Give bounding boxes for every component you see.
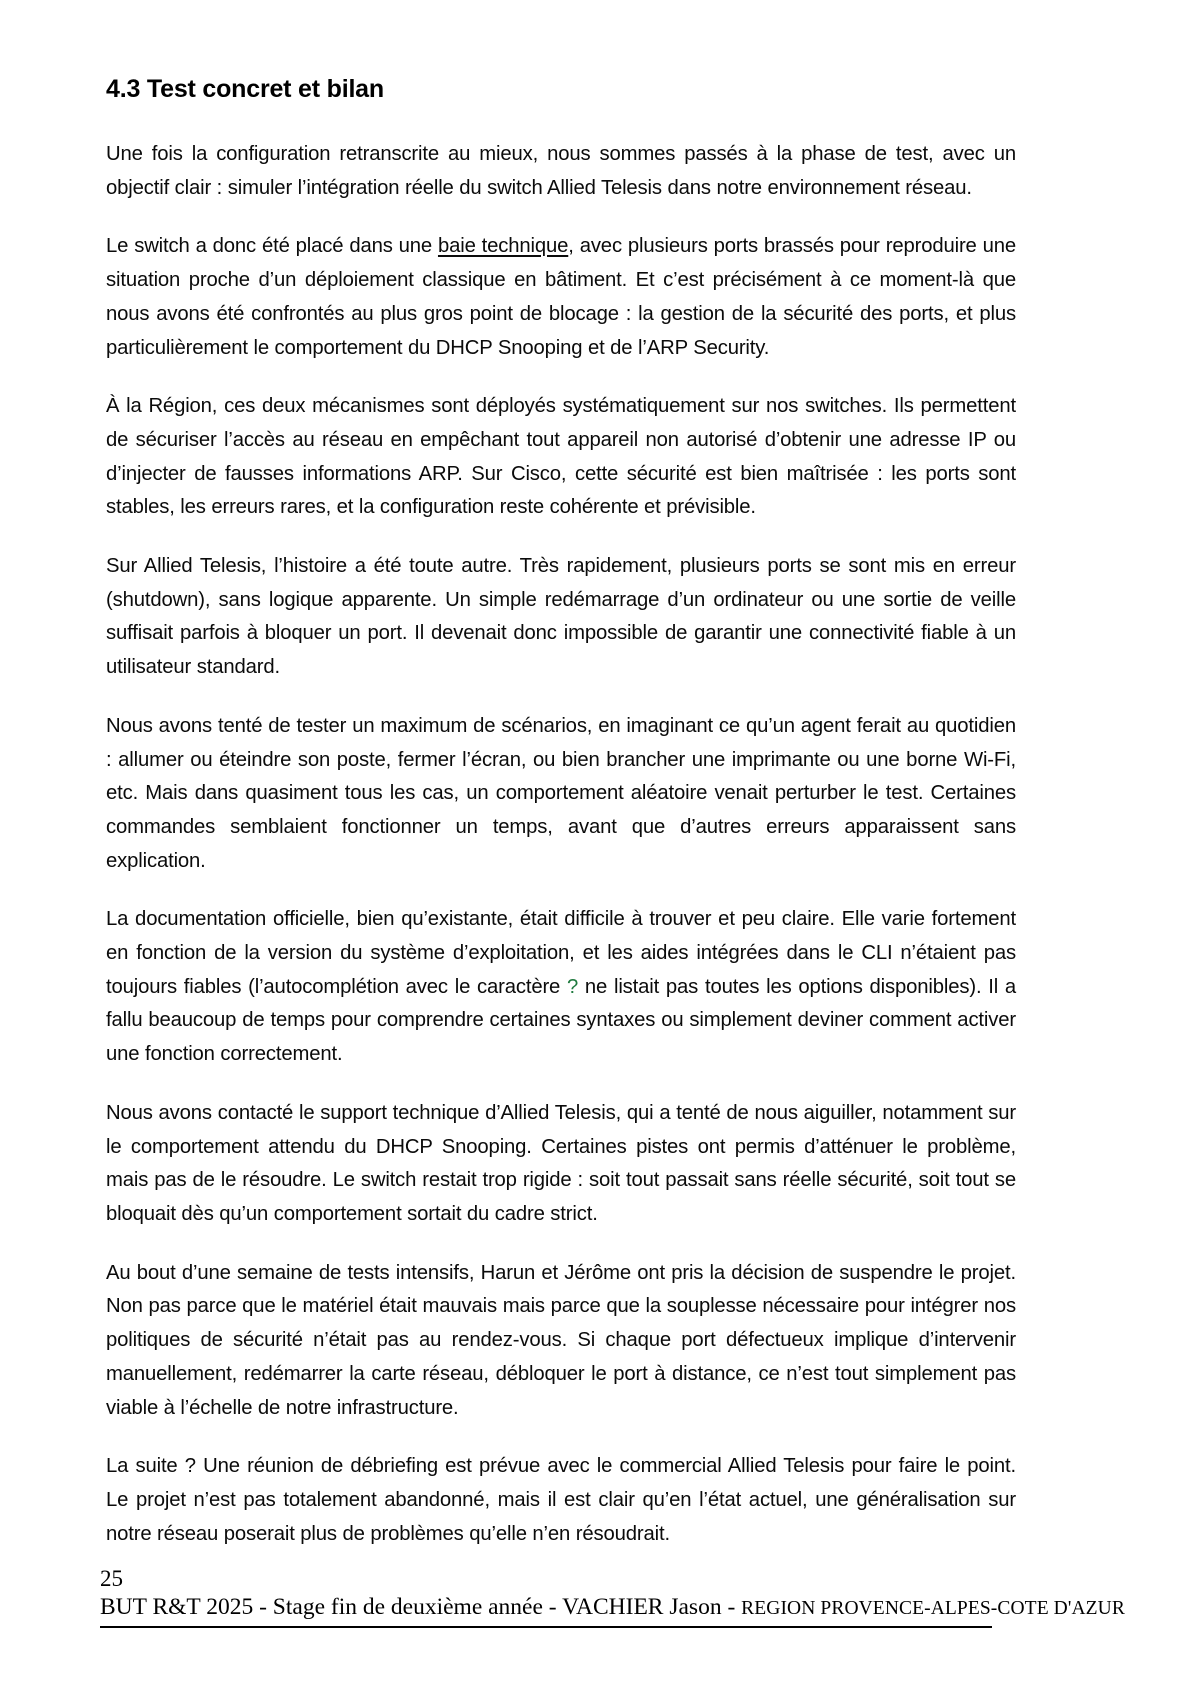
paragraph-p6 [106,903,1016,1072]
footer-line [100,1593,1125,1628]
text-run: À la Région, ces deux mécanismes sont déployés systématiquement sur nos switches. Ils permettent de sécuriser l’accès au réseau en empêchant tout appareil non autorisé d’obtenir une adresse IP ou d’injecter de fausses informations ARP. Sur Cisco, cette sécurité est bien maîtrisée : les ports sont stables, les erreurs rares, et la configuration reste cohérente et prévisible. [106,395,1016,519]
page-footer [100,1566,1125,1628]
text-run: Nous avons contacté le support technique d’Allied Telesis, qui a tenté de nous aiguiller, notamment sur le comportement attendu du DHCP Snooping. Certaines pistes ont permis d’atténuer le problème, mais pas de le résoudre. Le switch restait trop rigide : soit tout passait sans réelle sécurité, soit tout se bloquait dès qu’un comportement sortait du cadre strict. [106,1101,1016,1225]
text-run: Une fois la configuration retranscrite au mieux, nous sommes passés à la phase de test, avec un objectif clair : simuler l’intégration réelle du switch Allied Telesis dans notre environnement réseau. [106,143,1016,199]
footer-main-text: BUT R&T 2025 - Stage fin de deuxième année - VACHIER Jason - [100,1594,742,1620]
section-heading: 4.3 Test concret et bilan [106,75,384,103]
underlined-term: baie technique [437,235,569,258]
question-mark-highlight: ? [566,975,579,998]
paragraph-p2 [106,230,1016,365]
paragraph-p9 [106,1450,1016,1551]
text-run: La documentation officielle, bien qu’existante, était difficile à trouver et peu claire. Elle varie fortement en fonction de la version du système d’exploitation, et les aides intégrées dans le CLI n’étaient pas toujours fiables (l’autocomplétion avec le caractère [106,908,1016,998]
paragraph-p8 [106,1257,1016,1426]
text-run: Au bout d’une semaine de tests intensifs, Harun et Jérôme ont pris la décision de suspendre le projet. Non pas parce que le matériel était mauvais mais parce que la souplesse nécessaire pour intégrer nos politiques de sécurité n’était pas au rendez-vous. Si chaque port défectueux implique d’intervenir manuellement, redémarrer la carte réseau, débloquer le port à distance, ce n’est tout simplement pas viable à l’échelle de notre infrastructure. [106,1261,1016,1419]
text-run: Sur Allied Telesis, l’histoire a été toute autre. Très rapidement, plusieurs ports se sont mis en erreur (shutdown), sans logique apparente. Un simple redémarrage d’un ordinateur ou une sortie de veille suffisait parfois à bloquer un port. Il devenait donc impossible de garantir une connectivité fiable à un utilisateur standard. [106,555,1016,679]
paragraph-p4 [106,550,1016,685]
text-run: Nous avons tenté de tester un maximum de scénarios, en imaginant ce qu’un agent ferait au quotidien : allumer ou éteindre son poste, fermer l’écran, ou bien brancher une imprimante ou une borne Wi-Fi, etc. Mais dans quasiment tous les cas, un comportement aléatoire venait perturber le test. Certaines commandes semblaient fonctionner un temps, avant que d’autres erreurs apparaissent sans explication. [106,714,1016,872]
text-run: , avec plusieurs ports brassés pour reproduire une situation proche d’un déploiement classique en bâtiment. Et c’est précisément à ce moment-là que nous avons été confrontés au plus gros point de blocage : la gestion de la sécurité des ports, et plus particulièrement le comportement du DHCP Snooping et de l’ARP Security. [106,235,1017,359]
text-run: La suite ? Une réunion de débriefing est prévue avec le commercial Allied Telesis pour faire le point. Le projet n’est pas totalement abandonné, mais il est clair qu’en l’état actuel, une généralisation sur notre réseau poserait plus de problèmes qu’elle n’en résoudrait. [106,1455,1016,1545]
paragraph-p5 [106,710,1016,879]
footer-organisation: REGION PROVENCE-ALPES-COTE D'AZUR [741,1598,1125,1619]
paragraph-p1 [106,138,1016,205]
page-number: 25 [100,1566,123,1591]
text-run: ne listait pas toutes les options disponibles). Il a fallu beaucoup de temps pour comprendre certaines syntaxes ou simplement deviner comment activer une fonction correctement. [106,975,1016,1066]
paragraph-p7 [106,1097,1016,1232]
page-content [106,74,1016,1551]
paragraph-p3 [106,390,1016,525]
text-run: Le switch a donc été placé dans une [106,235,438,258]
